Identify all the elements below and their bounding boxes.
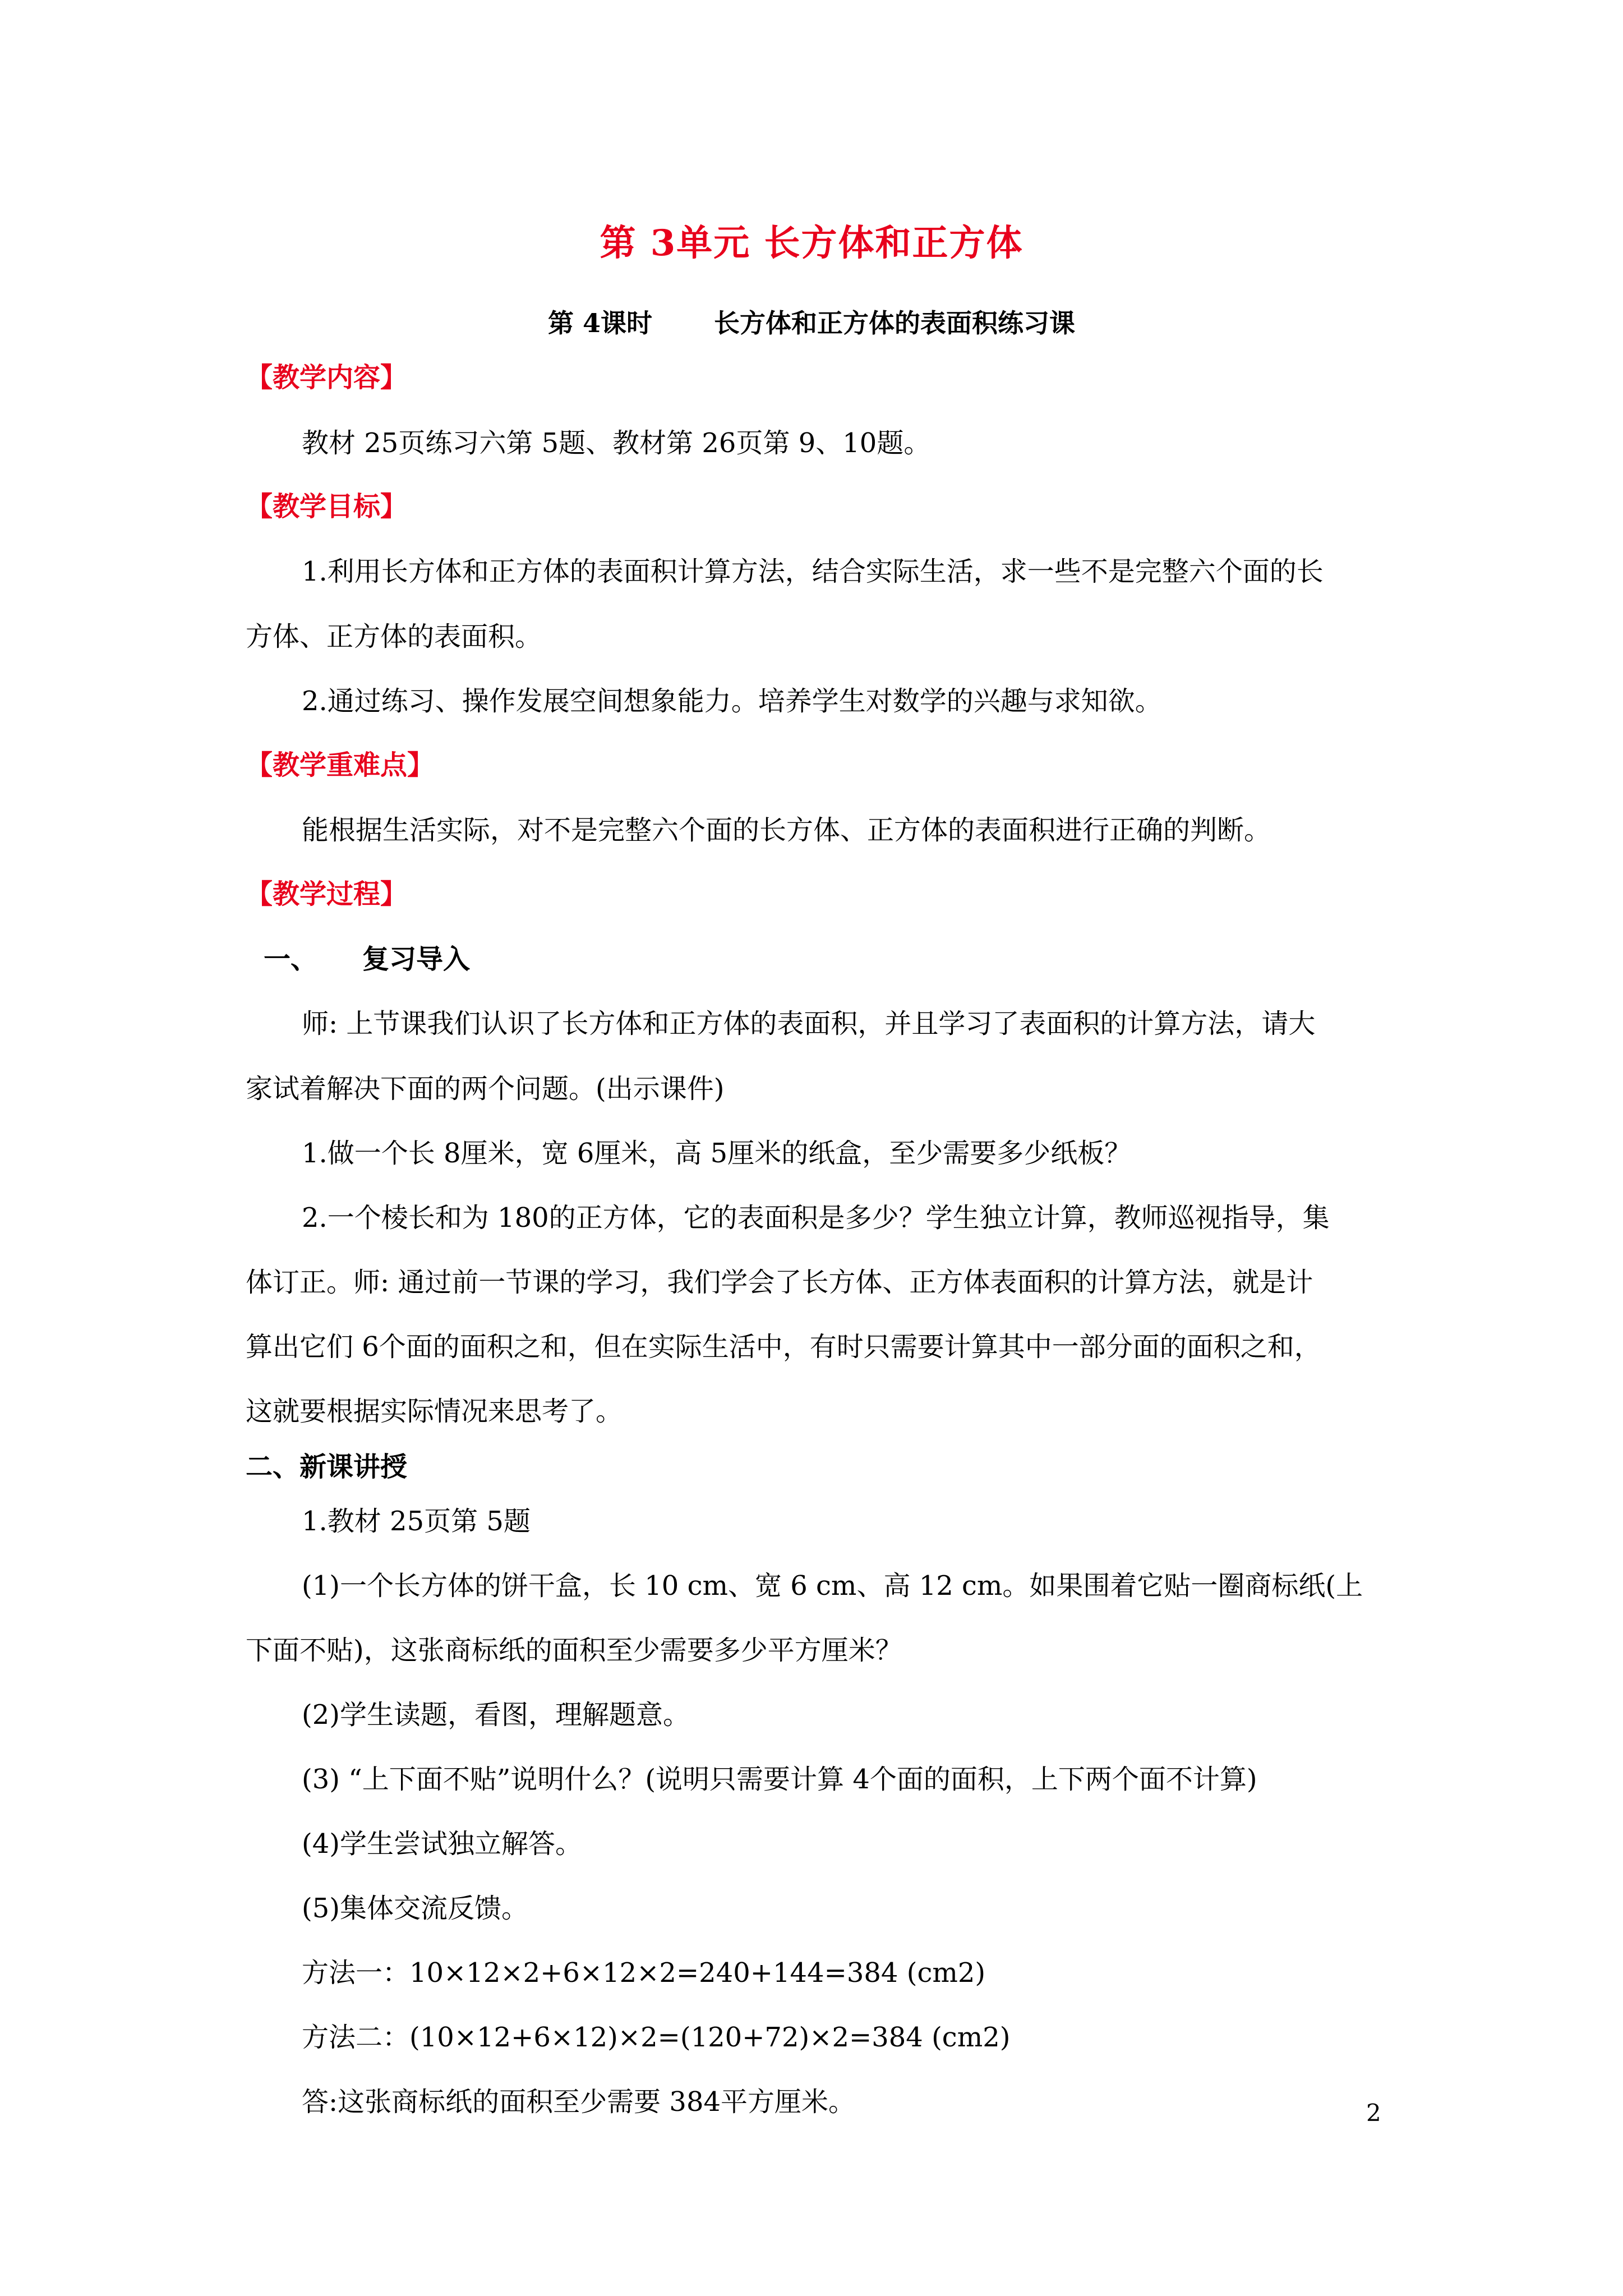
teaching-content-text: 教材 25页练习六第 5题、教材第 26页第 9、10题。 (302, 427, 931, 459)
goal-1-line-2: 方体、正方体的表面积。 (246, 621, 542, 652)
key-difficult-text: 能根据生活实际，对不是完整六个面的长方体、正方体的表面积进行正确的判断。 (302, 815, 1271, 846)
question-1: 1.做一个长 8厘米，宽 6厘米，高 5厘米的纸盒，至少需要多少纸板？ (302, 1138, 1132, 1169)
goal-2: 2.通过练习、操作发展空间想象能力。培养学生对数学的兴趣与求知欲。 (302, 685, 1162, 717)
question-2-line-2: 体订正。师: 通过前一节课的学习，我们学会了长方体、正方体表面积的计算方法，就是计 (246, 1267, 1313, 1298)
key-difficult-heading: 【教学重难点】 (246, 749, 435, 781)
item-1: 1.教材 25页第 5题 (302, 1506, 531, 1537)
section-2-title: 二、新课讲授 (246, 1451, 408, 1483)
step-2: (2)学生读题，看图，理解题意。 (302, 1699, 690, 1731)
process-heading: 【教学过程】 (246, 878, 408, 910)
lesson-subtitle (0, 303, 1623, 340)
question-2-line-4: 这就要根据实际情况来思考了。 (246, 1396, 623, 1427)
step-5: (5)集体交流反馈。 (302, 1893, 528, 1924)
step-4: (4)学生尝试独立解答。 (302, 1828, 582, 1860)
teaching-content-heading: 【教学内容】 (246, 362, 408, 393)
method-2: 方法二：(10×12+6×12)×2=(120+72)×2=384 (cm2) (302, 2022, 1011, 2053)
paragraph-1-line-1: 师: 上节课我们认识了长方体和正方体的表面积，并且学习了表面积的计算方法，请大 (302, 1008, 1316, 1039)
method-1: 方法一：10×12×2+6×12×2=240+144=384 (cm2) (302, 1957, 986, 1989)
paragraph-1-line-2: 家试着解决下面的两个问题。(出示课件) (246, 1073, 725, 1105)
teaching-goals-heading: 【教学目标】 (246, 491, 408, 522)
section-1-title: 复习导入 (362, 944, 471, 975)
lesson-number: 第 4课时 (547, 308, 653, 338)
answer: 答:这张商标纸的面积至少需要 384平方厘米。 (302, 2086, 856, 2118)
step-1-line-1: (1)一个长方体的饼干盒，长 10 cm、宽 6 cm、高 12 cm。如果围着它贴一圈商标纸(上 (302, 1570, 1363, 1602)
step-3: (3) “上下面不贴”说明什么？(说明只需要计算 4个面的面积，上下两个面不计算) (302, 1764, 1257, 1795)
unit-title: 第 3单元 长方体和正方体 (600, 222, 1023, 264)
question-2-line-3: 算出它们 6个面的面积之和，但在实际生活中，有时只需要计算其中一部分面的面积之和， (246, 1331, 1321, 1363)
lesson-name: 长方体和正方体的表面积练习课 (714, 308, 1076, 338)
section-1-number: 一、 (264, 944, 318, 975)
step-1-line-2: 下面不贴)，这张商标纸的面积至少需要多少平方厘米？ (246, 1635, 902, 1666)
question-2-line-1: 2.一个棱长和为 180的正方体，它的表面积是多少？学生独立计算，教师巡视指导，集 (302, 1202, 1330, 1234)
page-number: 2 (1366, 2099, 1381, 2127)
goal-1-line-1: 1.利用长方体和正方体的表面积计算方法，结合实际生活，求一些不是完整六个面的长 (302, 556, 1324, 587)
